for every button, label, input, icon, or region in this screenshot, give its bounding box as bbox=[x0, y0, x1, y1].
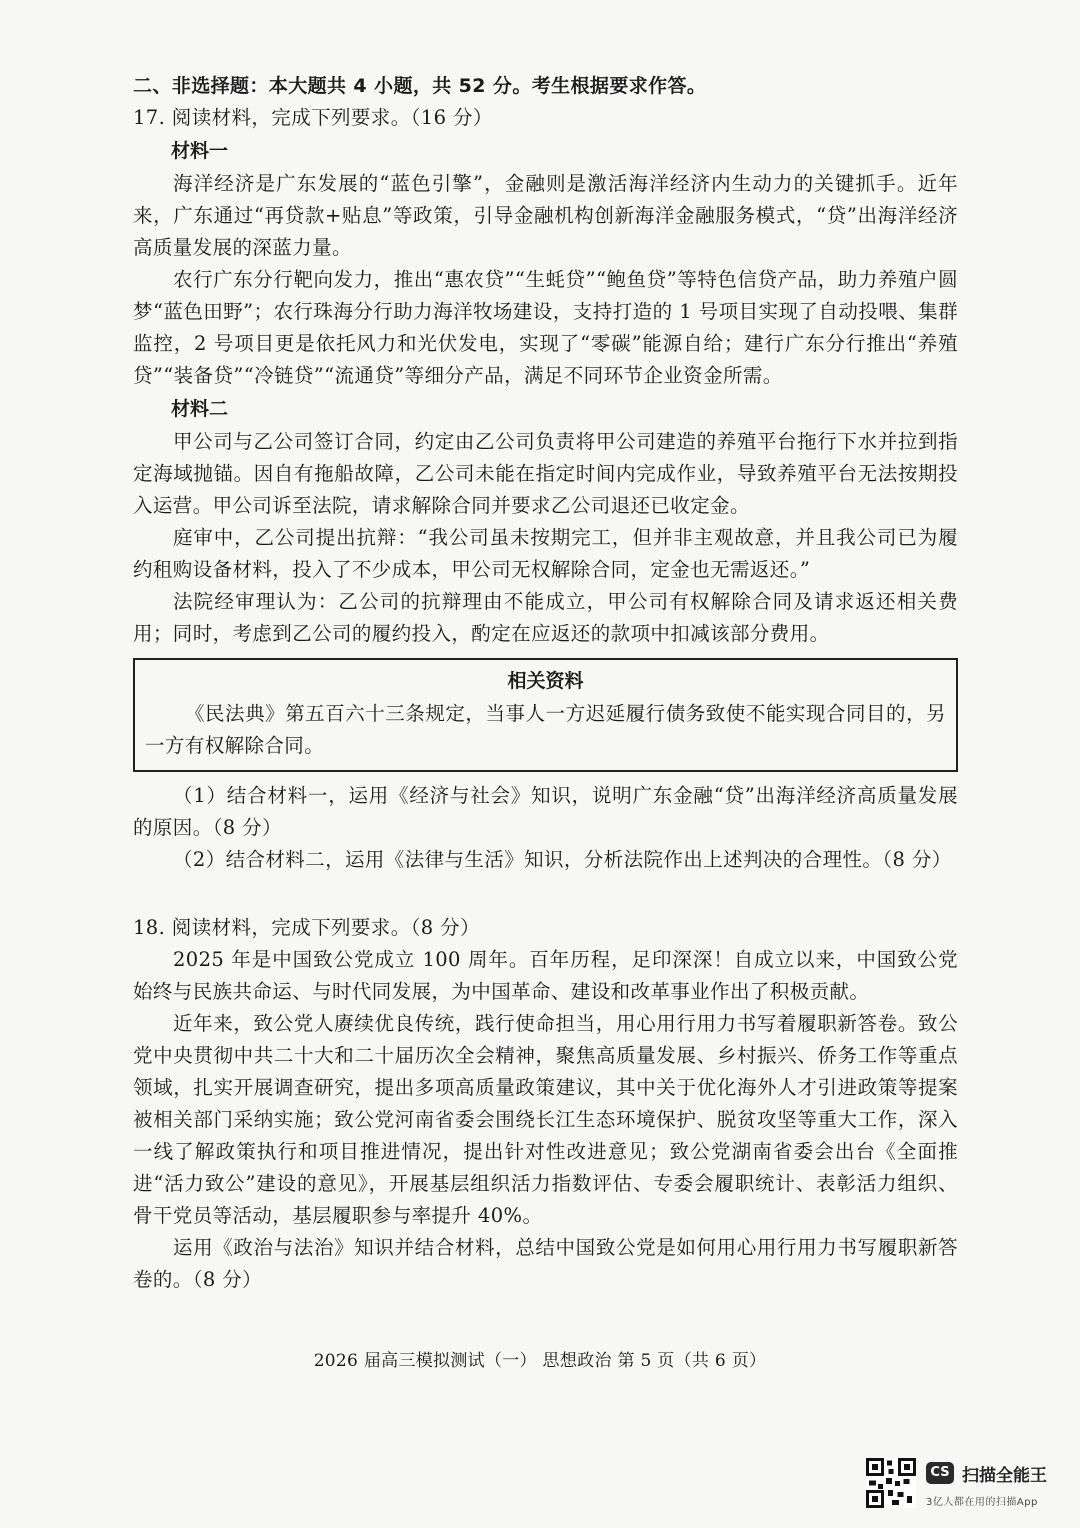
related-materials-title: 相关资料 bbox=[507, 670, 584, 692]
camscanner-name: 扫描全能王 bbox=[962, 1466, 1047, 1486]
q17-material2-para-1: 甲公司与乙公司签订合同，约定由乙公司负责将甲公司建造的养殖平台拖行下水并拉到指定海域抛锚。因自有拖船故障，乙公司未能在指定时间内完成作业，导致养殖平台无法按期投入运营。甲公司诉至法院，请求解除合同并要求乙公司退还已收定金。 bbox=[133, 430, 958, 517]
camscanner-logo-icon: CS bbox=[926, 1462, 954, 1484]
q18-title: 18. 阅读材料，完成下列要求。（8 分） bbox=[133, 916, 480, 939]
camscanner-tagline: 3亿人都在用的扫描App bbox=[926, 1497, 1038, 1508]
q17-material2-para-3: 法院经审理认为：乙公司的抗辩理由不能成立，甲公司有权解除合同及请求返还相关费用；同时，考虑到乙公司的履约投入，酌定在应返还的款项中扣减该部分费用。 bbox=[133, 590, 958, 645]
q18-para-3: 运用《政治与法治》知识并结合材料，总结中国致公党是如何用心用行用力书写履职新答卷的。（8 分） bbox=[133, 1236, 958, 1291]
exam-page bbox=[133, 70, 958, 1296]
q17-material2-para-2: 庭审中，乙公司提出抗辩：“我公司虽未按期完工，但并非主观故意，并且我公司已为履约租购设备材料，投入了不少成本，甲公司无权解除合同，定金也无需返还。” bbox=[133, 526, 958, 581]
qr-code-icon bbox=[866, 1458, 916, 1508]
q17-material1-para-1: 海洋经济是广东发展的“蓝色引擎”，金融则是激活海洋经济内生动力的关键抓手。近年来，广东通过“再贷款+贴息”等政策，引导金融机构创新海洋金融服务模式，“贷”出海洋经济高质量发展的深蓝力量。 bbox=[133, 172, 958, 259]
related-materials-box bbox=[133, 658, 958, 772]
section-heading: 二、非选择题：本大题共 4 小题，共 52 分。考生根据要求作答。 bbox=[133, 75, 707, 97]
page-footer: 2026 届高三模拟测试（一） 思想政治 第 5 页（共 6 页） bbox=[313, 1351, 767, 1371]
q17-material1-label: 材料一 bbox=[171, 140, 229, 162]
q18-para-2: 近年来，致公党人赓续优良传统，践行使命担当，用心用行用力书写着履职新答卷。致公党中央贯彻中共二十大和二十届历次全会精神，聚焦高质量发展、乡村振兴、侨务工作等重点领域，扎实开展调查研究，提出多项高质量政策建议，其中关于优化海外人才引进政策等提案被相关部门采纳实施；致公党河南省委会围绕长江生态环境保护、脱贫攻坚等重大工作，深入一线了解政策执行和项目推进情况，提出针对性改进意见；致公党湖南省委会出台《全面推进“活力致公”建设的意见》，开展基层组织活力指数评估、专委会履职统计、表彰活力组织、骨干党员等活动，基层履职参与率提升 40%。 bbox=[133, 1012, 958, 1227]
related-materials-text: 《民法典》第五百六十三条规定，当事人一方迟延履行债务致使不能实现合同目的，另一方有权解除合同。 bbox=[145, 702, 946, 757]
q17-sub-question-2: （2）结合材料二，运用《法律与生活》知识，分析法院作出上述判决的合理性。（8 分） bbox=[173, 848, 952, 871]
q17-title: 17. 阅读材料，完成下列要求。（16 分） bbox=[133, 106, 493, 129]
q17-material1-para-2: 农行广东分行靶向发力，推出“惠农贷”“生蚝贷”“鲍鱼贷”等特色信贷产品，助力养殖户圆梦“蓝色田野”；农行珠海分行助力海洋牧场建设，支持打造的 1 号项目实现了自动投喂、集群监控，2 号项目更是依托风力和光伏发电，实现了“零碳”能源自给；建行广东分行推出“养殖贷”“装备贷”“冷链贷”“流通贷”等细分产品，满足不同环节企业资金所需。 bbox=[133, 268, 958, 387]
q17-material2-label: 材料二 bbox=[171, 398, 229, 420]
q17-sub-question-1: （1）结合材料一，运用《经济与社会》知识，说明广东金融“贷”出海洋经济高质量发展的原因。（8 分） bbox=[133, 784, 958, 839]
q18-para-1: 2025 年是中国致公党成立 100 周年。百年历程，足印深深！自成立以来，中国致公党始终与民族共命运、与时代同发展，为中国革命、建设和改革事业作出了积极贡献。 bbox=[133, 948, 958, 1003]
